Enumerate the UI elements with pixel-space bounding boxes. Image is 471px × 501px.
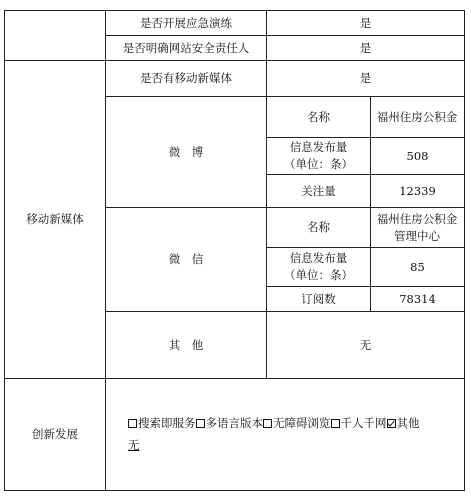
owner-label: 是否明确网站安全责任人 bbox=[122, 40, 250, 55]
innovation-options bbox=[128, 412, 462, 456]
weibo-name-label: 名称 bbox=[307, 109, 330, 124]
wechat-name-value: 福州住房公积金管理中心 bbox=[376, 211, 458, 243]
checkbox-icon[interactable] bbox=[128, 419, 137, 428]
search-service-option[interactable]: 搜索即服务 bbox=[128, 416, 196, 430]
checkbox-icon[interactable] bbox=[196, 419, 205, 428]
checkbox-icon[interactable] bbox=[331, 419, 340, 428]
other-label: 其 他 bbox=[168, 337, 204, 352]
other-value: 无 bbox=[359, 337, 372, 352]
other-option[interactable]: 其他 bbox=[387, 416, 420, 430]
wechat-label: 微 信 bbox=[168, 252, 204, 266]
weibo-label: 微 博 bbox=[168, 144, 204, 159]
personalized-web-option[interactable]: 千人千网 bbox=[331, 416, 387, 430]
checked-checkbox-icon[interactable] bbox=[387, 419, 396, 428]
innovation-section-label: 创新发展 bbox=[32, 427, 78, 441]
accessibility-option[interactable]: 无障碍浏览 bbox=[263, 416, 331, 430]
media-label: 是否有移动新媒体 bbox=[140, 71, 232, 85]
border-line bbox=[464, 10, 465, 491]
media-value: 是 bbox=[359, 71, 372, 85]
owner-value: 是 bbox=[359, 40, 372, 55]
multilingual-option[interactable]: 多语言版本 bbox=[196, 416, 264, 430]
wechat-count-value: 85 bbox=[410, 259, 425, 274]
mobile-media-section-label: 移动新媒体 bbox=[26, 212, 84, 226]
weibo-follow-label: 关注量 bbox=[301, 183, 336, 198]
wechat-name-label: 名称 bbox=[307, 220, 330, 234]
border-line bbox=[4, 490, 465, 491]
wechat-sub-label: 订阅数 bbox=[301, 291, 336, 306]
drill-value: 是 bbox=[359, 15, 372, 30]
wechat-sub-value: 78314 bbox=[399, 291, 436, 306]
checkbox-icon[interactable] bbox=[263, 419, 272, 428]
weibo-count-label: 信息发布量（单位：条） bbox=[284, 140, 353, 171]
info-table bbox=[4, 10, 465, 491]
weibo-name-value: 福州住房公积金 bbox=[376, 109, 458, 124]
weibo-follow-value: 12339 bbox=[399, 183, 436, 198]
weibo-count-value: 508 bbox=[406, 148, 429, 163]
other-option-text: 无 bbox=[128, 438, 140, 452]
wechat-count-label: 信息发布量（单位：条） bbox=[284, 251, 353, 282]
drill-label: 是否开展应急演练 bbox=[140, 15, 232, 30]
